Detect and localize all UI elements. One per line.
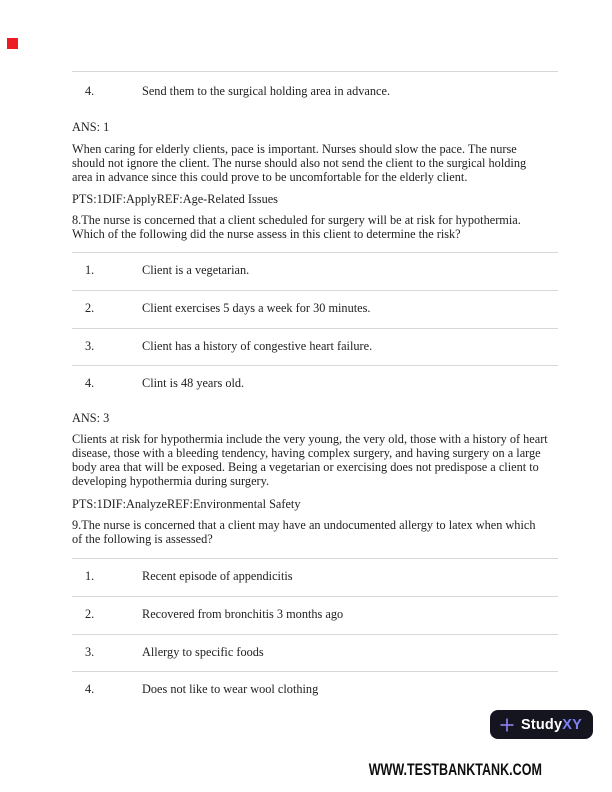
pts-dif-ref-line: PTS:1DIF:AnalyzeREF:Environmental Safety (72, 497, 301, 512)
answer-option-row (72, 671, 558, 709)
option-text: Send them to the surgical holding area in advance. (142, 84, 391, 98)
option-text: Recovered from bronchitis 3 months ago (142, 606, 344, 621)
answer-option-row (72, 290, 558, 328)
top-margin (72, 0, 558, 71)
answer-option-row (72, 596, 558, 634)
question-text: 9.The nurse is concerned that a client may have an undocumented allergy to latex when which of the following is assessed? (72, 518, 536, 547)
question-text: 8.The nurse is concerned that a client scheduled for surgery will be at risk for hypothermia. Which of the following did the nurse assess in this client to determine the risk? (72, 213, 521, 242)
option-number: 1. (85, 262, 95, 277)
answer-option-row (72, 71, 558, 98)
answer-option-row (72, 365, 558, 403)
plus-icon (499, 717, 515, 733)
rationale-text: Clients at risk for hypothermia include the very young, the very old, those with a history of heart disease, those with a bleeding tendency, having complex surgery, and having surgery on a large body area that will be exposed. Being a vegetarian or exercising does not predispose a client to developing hypothermia during surgery. (72, 432, 548, 488)
options-list (72, 252, 558, 403)
option-number: 2. (85, 606, 95, 621)
pts-dif-ref-line: PTS:1DIF:ApplyREF:Age-Related Issues (72, 192, 278, 207)
brand-study-text: Study (520, 716, 563, 733)
option-text: Allergy to specific foods (142, 644, 264, 659)
options-list (72, 558, 558, 709)
annotation-marker (7, 38, 18, 49)
answer-option-row (72, 558, 558, 596)
answer-label: ANS: 3 (72, 411, 110, 426)
footer-url[interactable]: WWW.TESTBANKTANK.COM (368, 761, 542, 779)
brand-wordmark (521, 717, 582, 733)
brand-xy-text: XY (562, 716, 582, 733)
option-text: Recent episode of appendicitis (142, 568, 293, 583)
option-number: 4. (85, 376, 95, 391)
option-number: 3. (85, 338, 95, 353)
option-text: Does not like to wear wool clothing (142, 682, 319, 697)
option-number: 4. (85, 84, 95, 98)
option-text: Clint is 48 years old. (142, 376, 245, 391)
rationale-text: When caring for elderly clients, pace is important. Nurses should slow the pace. The nurse should not ignore the client. The nurse should also not send the client to the surgical holding area in advance since this could prove to be uncomfortable for the elderly client. (72, 142, 527, 184)
answer-option-row (72, 634, 558, 672)
answer-label: ANS: 1 (72, 120, 110, 134)
option-number: 2. (85, 300, 95, 315)
option-text: Client is a vegetarian. (142, 262, 250, 277)
option-number: 1. (85, 568, 95, 583)
option-number: 3. (85, 644, 95, 659)
studyxy-logo[interactable] (490, 710, 593, 739)
answer-option-row (72, 328, 558, 366)
option-text: Client exercises 5 days a week for 30 minutes. (142, 300, 371, 315)
option-number: 4. (85, 682, 95, 697)
option-text: Client has a history of congestive heart failure. (142, 338, 373, 353)
page-content (72, 0, 558, 709)
answer-option-row (72, 252, 558, 290)
